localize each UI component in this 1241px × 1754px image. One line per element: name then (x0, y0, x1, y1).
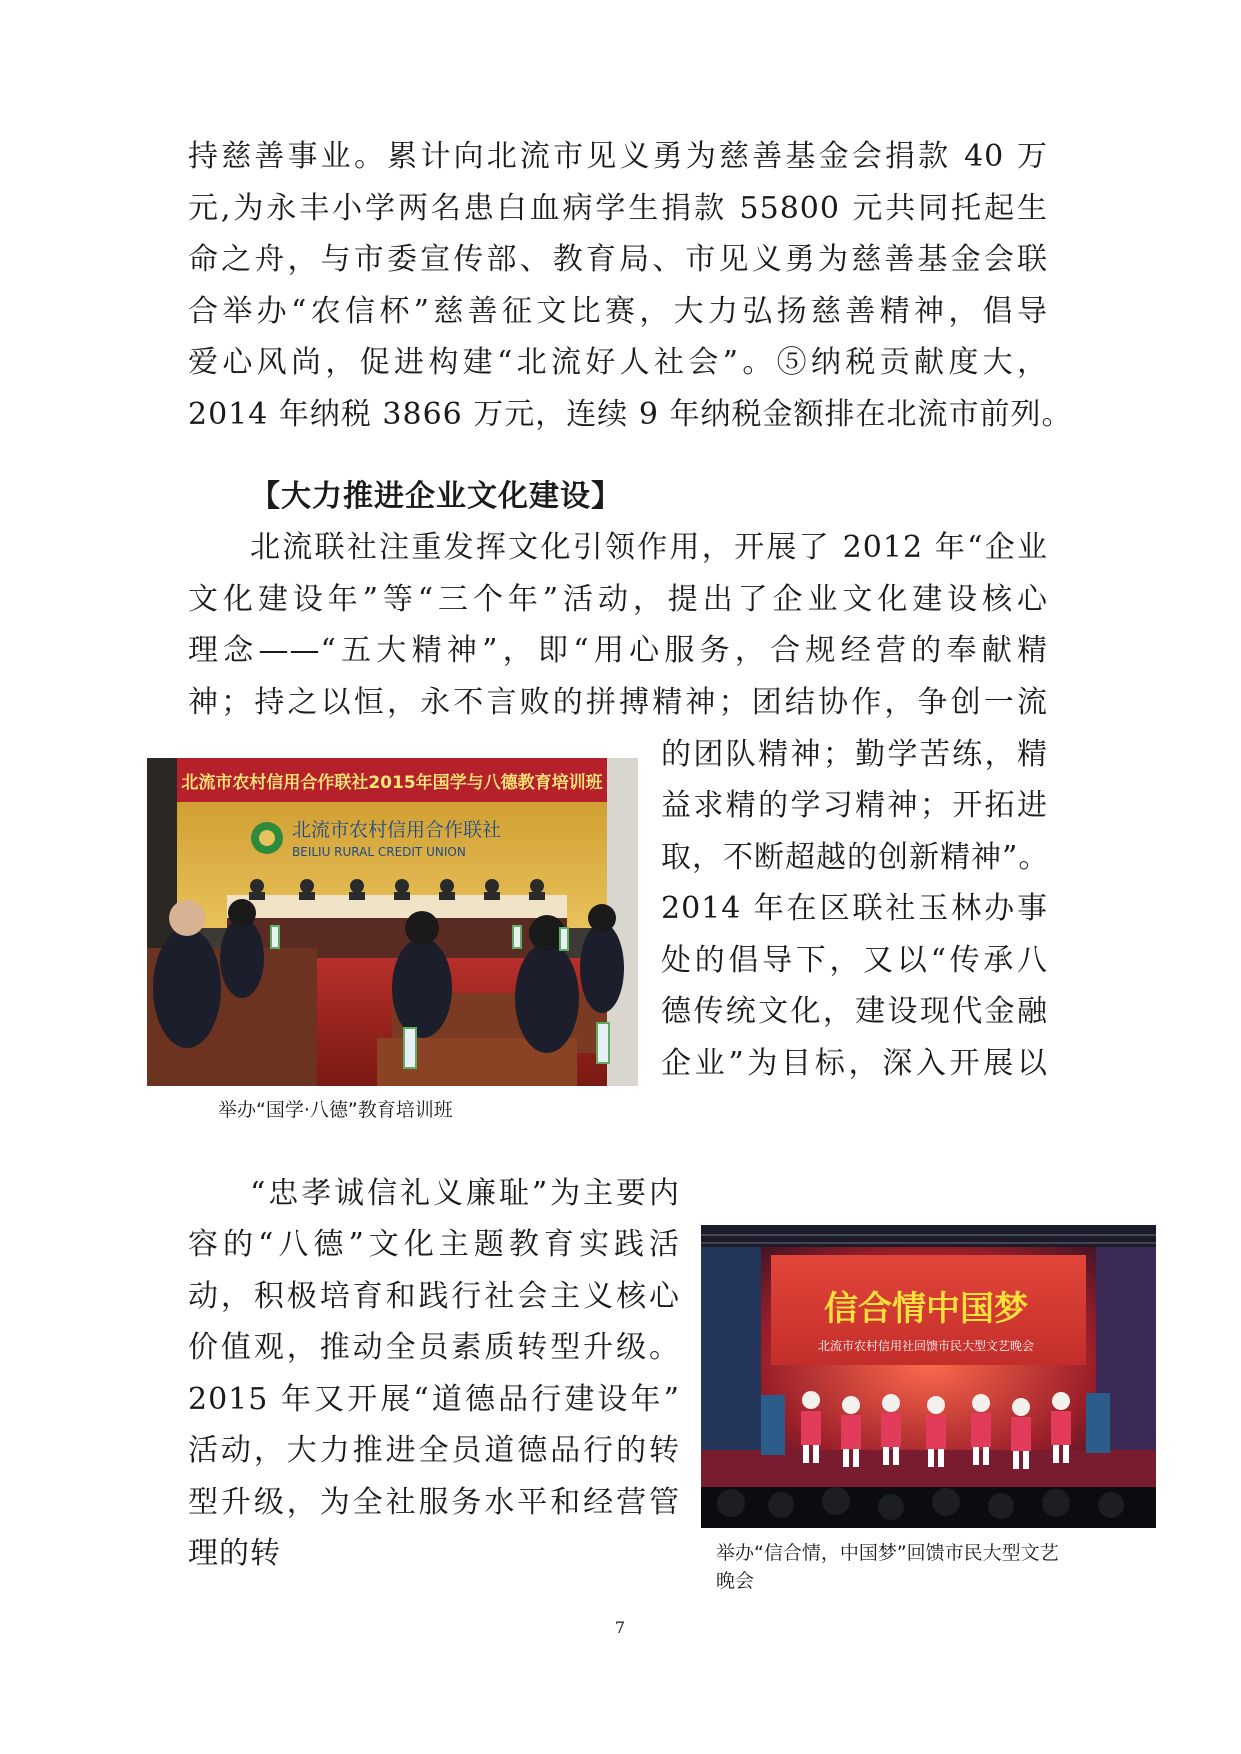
text-line: 益求精的学习精神；开拓进 (661, 788, 1048, 823)
logo-name-en: BEILIU RURAL CREDIT UNION (292, 845, 466, 859)
gala-title-text: 信合情中国梦 (824, 1289, 1028, 1329)
text-line: 神；持之以恒，永不言败的拼搏精神；团结协作，争创一流 (188, 685, 1048, 720)
text-line: 处的倡导下，又以“传承八 (661, 943, 1048, 978)
text-line: “忠孝诚信礼义廉耻”为主要内 (250, 1176, 680, 1211)
text-line: 理念——“五大精神”，即“用心服务，合规经营的奉献精 (188, 633, 1048, 668)
text-line: 持慈善事业。累计向北流市见义勇为慈善基金会捐款 40 万 (188, 139, 1048, 174)
text-line: 元,为永丰小学两名患白血病学生捐款 55800 元共同托起生 (188, 191, 1048, 226)
text-line: 价值观，推动全员素质转型升级。 (188, 1330, 680, 1365)
text-line: 北流联社注重发挥文化引领作用，开展了 2012 年“企业 (250, 530, 1048, 565)
text-line: 2014 年纳税 3866 万元，连续 9 年纳税金额排在北流市前列。 (188, 397, 1073, 432)
training-class-photo (147, 758, 638, 1086)
gala-photo-caption: 举办“信合情，中国梦”回馈市民大型文艺 (716, 1542, 1059, 1564)
text-line: 德传统文化，建设现代金融 (661, 994, 1048, 1029)
text-line: 理的转 (188, 1536, 281, 1571)
text-line: 动，积极培育和践行社会主义核心 (188, 1279, 680, 1314)
banner-text: 北流市农村信用合作联社2015年国学与八德教育培训班 (181, 773, 603, 793)
text-line: 命之舟，与市委宣传部、教育局、市见义勇为慈善基金会联 (188, 242, 1048, 277)
gala-photo-caption-line2: 晚会 (716, 1570, 755, 1592)
gala-subtitle-text: 北流市农村信用社回馈市民大型文艺晚会 (817, 1339, 1035, 1353)
text-line: 取，不断超越的创新精神”。 (661, 840, 1050, 875)
logo-name-cn: 北流市农村信用合作联社 (292, 819, 502, 841)
text-line: 2014 年在区联社玉林办事 (661, 891, 1048, 926)
text-line: 容的“八德”文化主题教育实践活 (188, 1227, 680, 1262)
text-line: 文化建设年”等“三个年”活动，提出了企业文化建设核心 (188, 582, 1048, 617)
gala-performance-photo (701, 1225, 1156, 1528)
page-number: 7 (614, 1618, 626, 1637)
training-photo-caption: 举办“国学·八德”教育培训班 (218, 1099, 453, 1121)
text-line: 爱心风尚，促进构建“北流好人社会”。⑤纳税贡献度大， (188, 345, 1048, 380)
text-line: 的团队精神；勤学苦练，精 (661, 737, 1048, 772)
text-line: 2015 年又开展“道德品行建设年” (188, 1382, 680, 1417)
text-line: 型升级，为全社服务水平和经营管 (188, 1485, 680, 1520)
text-line: 活动，大力推进全员道德品行的转 (188, 1433, 680, 1468)
section-heading: 【大力推进企业文化建设】 (250, 479, 622, 514)
text-line: 合举办“农信杯”慈善征文比赛，大力弘扬慈善精神，倡导 (188, 294, 1048, 329)
text-line: 企业”为目标，深入开展以 (661, 1046, 1048, 1081)
